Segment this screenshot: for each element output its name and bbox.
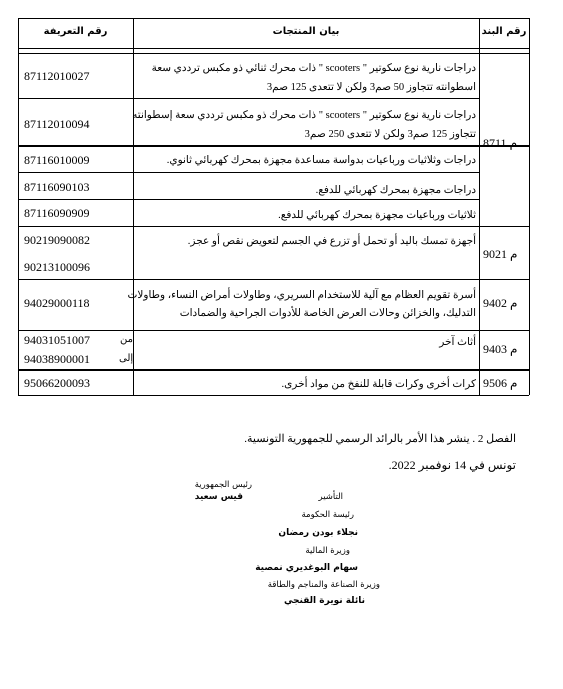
description-line: التدليك، والخزائن وحالات العرض الخاصة للأدوات الجراحية والضمادات xyxy=(179,308,476,319)
column-divider xyxy=(479,18,480,395)
tariff-code: 95066200093 xyxy=(24,376,90,390)
row-line xyxy=(18,279,529,280)
tariff-code: 94029000118 xyxy=(24,296,90,310)
heading-number: م 9403 xyxy=(483,342,518,356)
description-line: أجهزة تمسك باليد أو تحمل أو تزرع في الجسم لتعويض نقص أو عجز. xyxy=(187,236,476,247)
row-line xyxy=(18,369,529,371)
tariff-code: 87116090103 xyxy=(24,180,90,194)
heading-number: م 9506 xyxy=(483,376,518,390)
header-code: رقم التعريفة xyxy=(43,26,108,37)
tariff-code: 94031051007 xyxy=(24,333,90,347)
row-line xyxy=(18,98,479,99)
table-border-bottom xyxy=(18,395,529,396)
description-line: أسرة تقويم العظام مع آلية للاستخدام السريري، وطاولات أمراض النساء، وطاولات xyxy=(127,290,476,301)
tariff-code: 87112010094 xyxy=(24,117,90,131)
row-line xyxy=(18,172,479,173)
header-double-line xyxy=(18,53,529,54)
column-divider xyxy=(133,18,134,395)
header-description: بيان المنتجات xyxy=(272,26,340,37)
countersign-label: التأشير xyxy=(318,492,343,502)
finance-title: وزيرة المالية xyxy=(305,546,350,556)
description-line: كرات أخرى وكرات قابلة للنفخ من مواد أخرى. xyxy=(281,379,476,390)
description-line: ثلاثيات ورباعيات مجهزة بمحرك كهربائي للدفع. xyxy=(278,210,476,221)
row-line xyxy=(18,145,529,147)
industry-name: نائلة نويرة القنجي xyxy=(283,596,365,606)
finance-name: سهام البوغديري نمصية xyxy=(255,563,358,573)
from-label: من xyxy=(120,334,133,345)
tariff-code: 90213100096 xyxy=(24,260,90,274)
to-label: إلى xyxy=(119,353,134,364)
tariff-code: 90219090082 xyxy=(24,233,90,247)
table-border-left xyxy=(18,18,19,395)
pm-name: نجلاء بودن رمضان xyxy=(278,528,358,538)
table-border-right xyxy=(529,18,530,395)
signing-date: تونس في 14 نوفمبر 2022. xyxy=(388,458,516,472)
heading-number: م 8711 xyxy=(483,136,517,150)
heading-number: م 9021 xyxy=(483,247,518,261)
description-line: تتجاوز 125 صم3 ولكن لا تتعدى 250 صم3 xyxy=(304,129,476,140)
tariff-code: 87112010027 xyxy=(24,69,90,83)
tariff-code: 87116090909 xyxy=(24,206,90,220)
president-name: قيس سعيد xyxy=(194,492,243,502)
description-line: دراجات مجهزة بمحرك كهربائي للدفع. xyxy=(315,185,476,196)
description-line: أثاث آخر xyxy=(439,337,476,348)
row-line xyxy=(18,226,529,227)
heading-number: م 9402 xyxy=(483,296,518,310)
tariff-code: 94038900001 xyxy=(24,352,90,366)
description-line: دراجات وثلاثيات ورباعيات بدواسة مساعدة مجهزة بمحرك كهربائي ثانوي. xyxy=(166,155,476,166)
tariff-code: 87116010009 xyxy=(24,153,90,167)
article-text: الفصل 2 . ينشر هذا الأمر بالرائد الرسمي للجمهورية التونسية. xyxy=(244,433,516,445)
description-line: دراجات نارية نوع سكوتير " scooters " ذات محرك ثنائي ذو مكبس ترددي سعة xyxy=(151,63,476,74)
row-line xyxy=(18,330,529,331)
president-title: رئيس الجمهورية xyxy=(194,480,252,490)
header-bottom-line xyxy=(18,48,529,49)
header-heading: رقم البند xyxy=(481,26,527,37)
description-line: اسطوانته تتجاوز 50 صم3 ولكن لا تتعدى 125 صم3 xyxy=(266,82,476,93)
pm-title: رئيسة الحكومة xyxy=(301,510,354,520)
table-border-top xyxy=(18,18,529,19)
industry-title: وزيرة الصناعة والمناجم والطاقة xyxy=(267,580,380,590)
description-line: دراجات نارية نوع سكوتير " scooters " ذات محرك ذو مكبس ترددي سعة إسطوانته xyxy=(132,110,476,121)
